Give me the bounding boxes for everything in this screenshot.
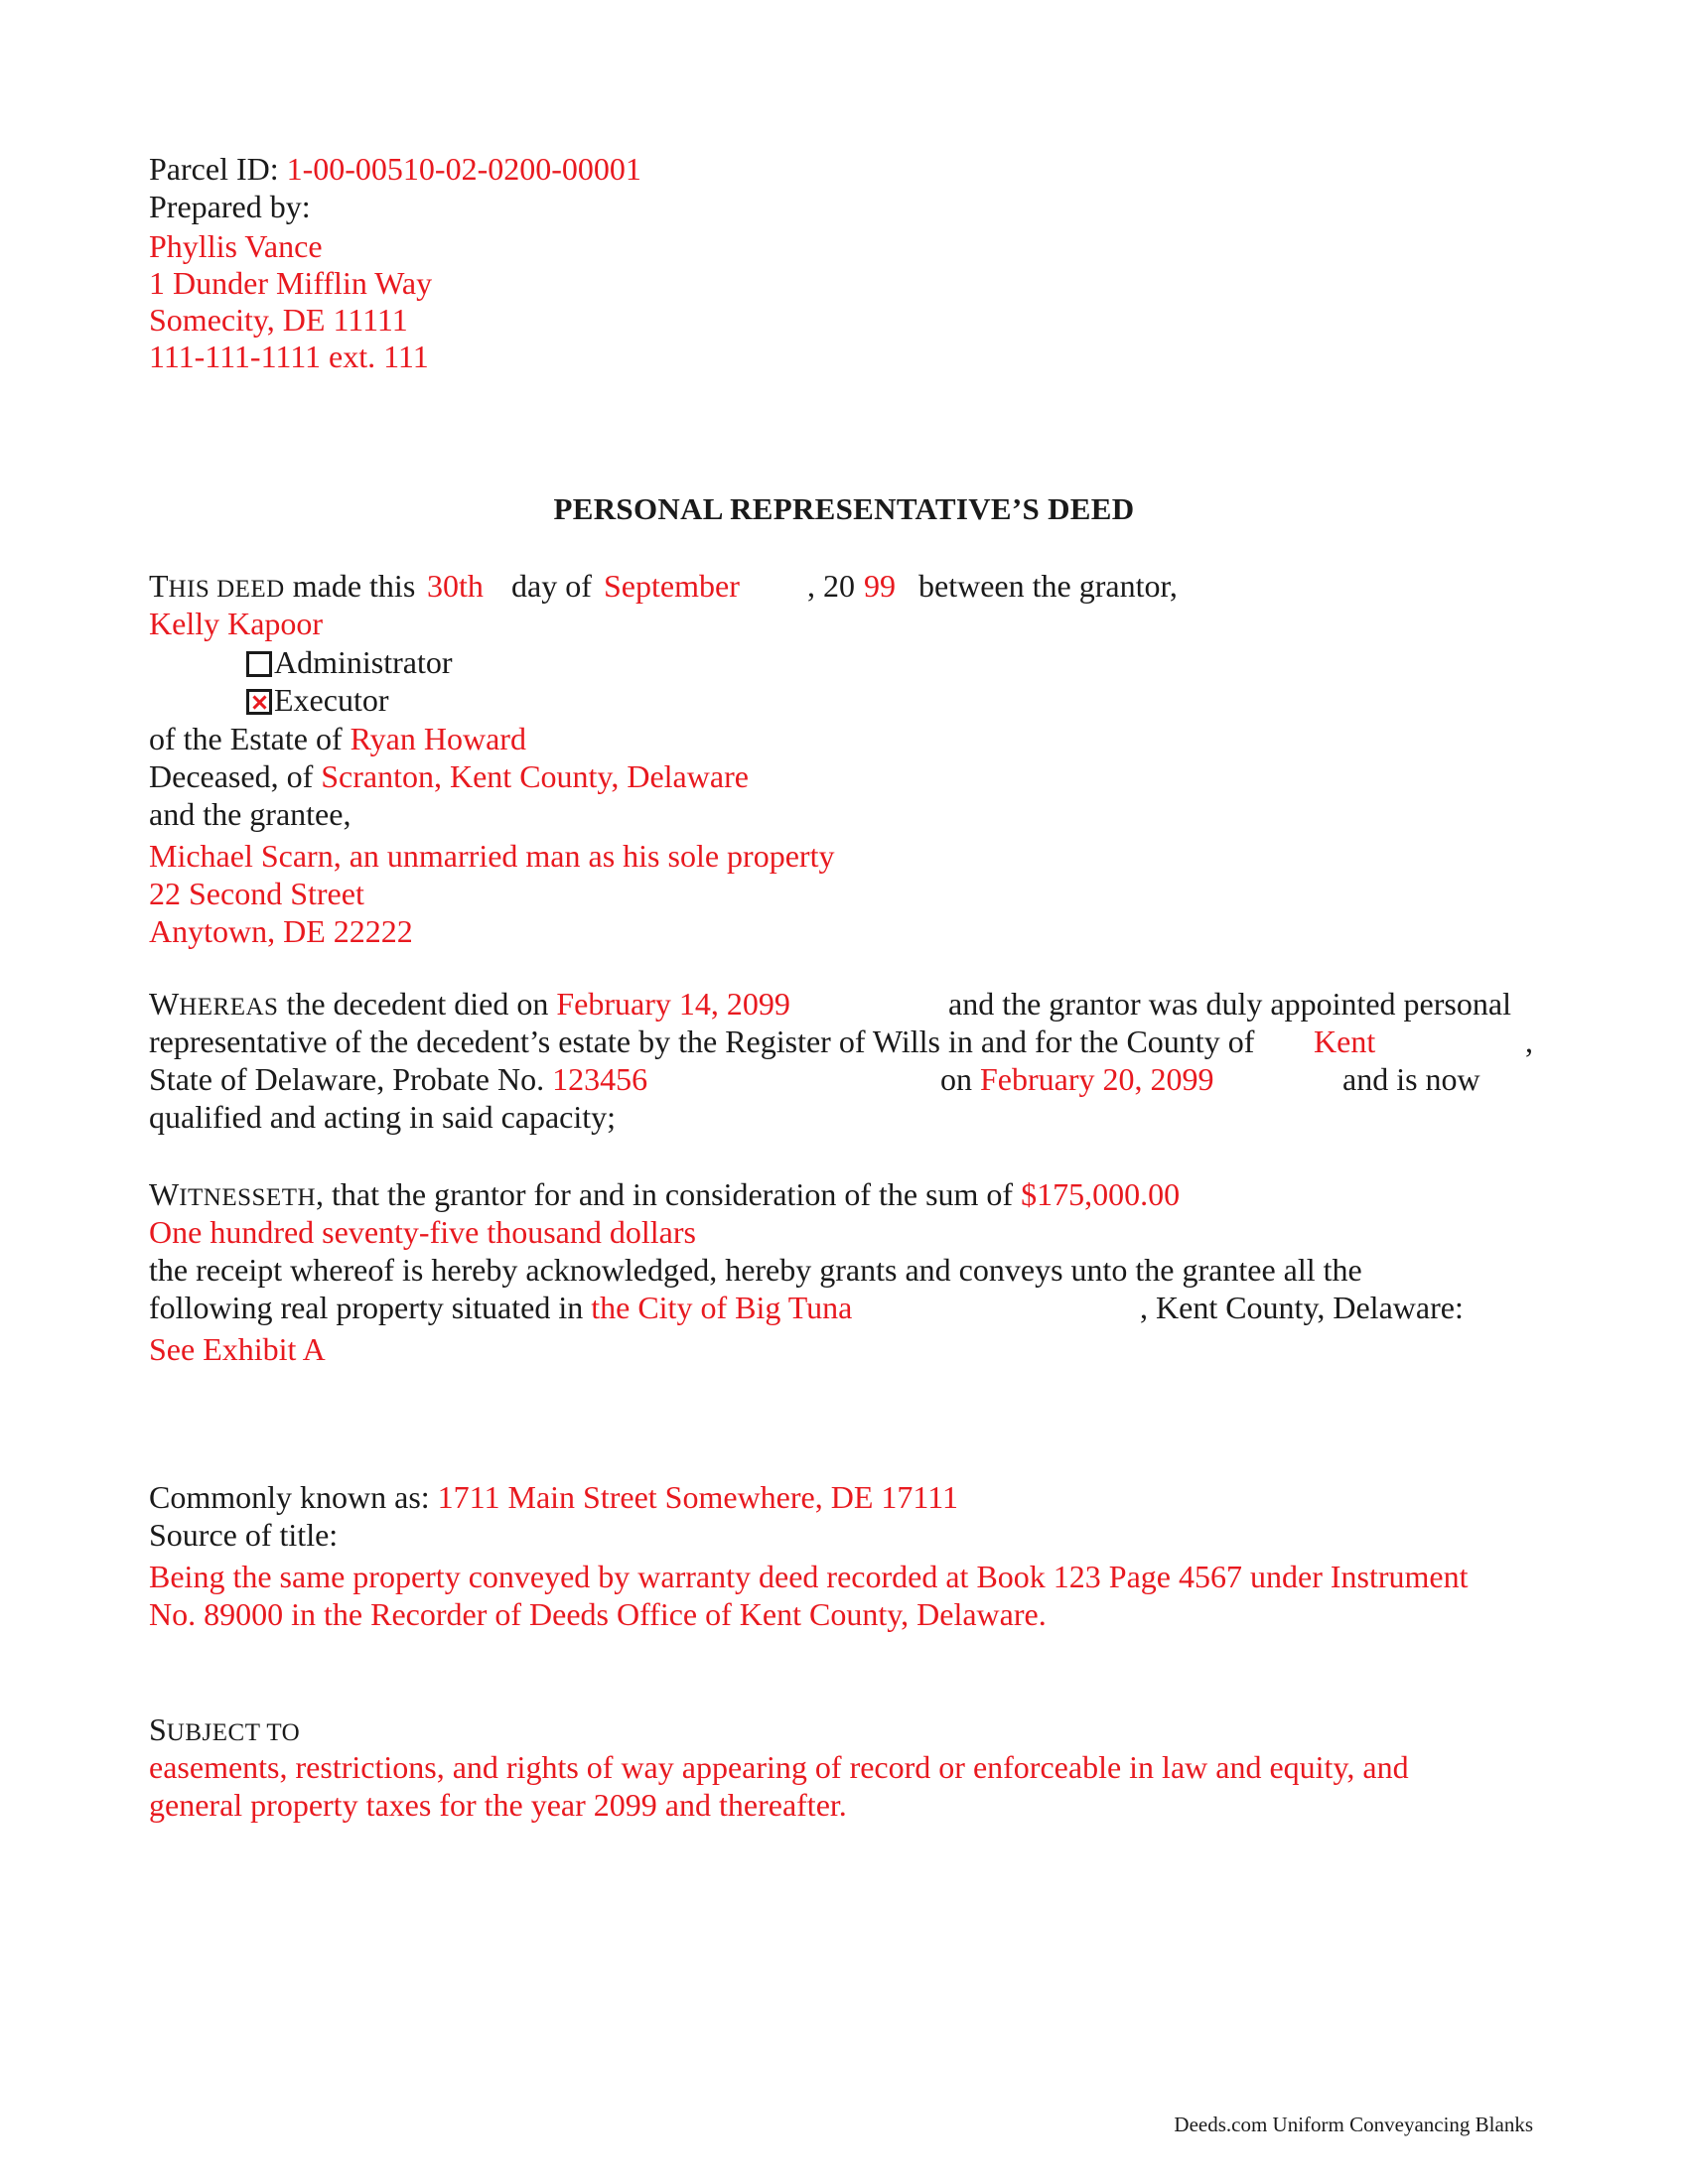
whereas-line1 xyxy=(149,985,790,1026)
estate-line xyxy=(149,720,526,757)
consideration-amount: $175,000.00 xyxy=(1021,1176,1181,1212)
made-this-label: made this xyxy=(292,568,416,604)
witnesseth-text: , that the grantor for and in consideration of the sum of xyxy=(316,1176,1014,1212)
parcel-id-line xyxy=(149,150,641,188)
between-label: between the grantor, xyxy=(918,568,1178,604)
decedent-location: Scranton, Kent County, Delaware xyxy=(321,758,749,794)
witnesseth-smallcaps: ITNESSETH xyxy=(179,1184,317,1211)
commonly-known-line xyxy=(149,1478,958,1516)
parcel-id-value: 1-00-00510-02-0200-00001 xyxy=(286,151,641,187)
day-of-label: day of xyxy=(511,568,592,604)
option-administrator xyxy=(246,643,453,681)
grantor-name: Kelly Kapoor xyxy=(149,606,324,641)
witnesseth-initial: W xyxy=(149,1176,180,1212)
whereas-initial: W xyxy=(149,986,180,1022)
whereas-line2: representative of the decedent’s estate by the Register of Wills in and for the County of xyxy=(149,1024,1255,1059)
administrator-label: Administrator xyxy=(274,644,453,680)
estate-label: of the Estate of xyxy=(149,721,343,756)
deed-month: September xyxy=(604,568,740,604)
amount-in-words: One hundred seventy-five thousand dollars xyxy=(149,1214,696,1250)
county-comma: , xyxy=(1525,1024,1533,1059)
situated-in-label: following real property situated in xyxy=(149,1290,584,1325)
preparer-address-line2: Somecity, DE 11111 xyxy=(149,302,408,338)
year-prefix: , 20 xyxy=(807,568,855,604)
and-is-now: and is now xyxy=(1342,1061,1480,1097)
whereas-smallcaps: HEREAS xyxy=(179,994,279,1021)
subject-to-heading xyxy=(149,1710,300,1752)
year-suffix: 99 xyxy=(864,568,896,604)
prepared-by-label: Prepared by: xyxy=(149,189,311,224)
whereas-line3 xyxy=(149,1060,647,1098)
preparer-address-line1: 1 Dunder Mifflin Way xyxy=(149,265,433,301)
this-deed-initial: T xyxy=(149,568,169,604)
witnesseth-line4 xyxy=(149,1289,852,1326)
death-date: February 14, 2099 xyxy=(556,986,790,1022)
parcel-id-label: Parcel ID: xyxy=(149,151,279,187)
on-label: on xyxy=(940,1061,972,1097)
option-executor xyxy=(246,681,389,719)
probate-label: State of Delaware, Probate No. xyxy=(149,1061,545,1097)
preparer-name: Phyllis Vance xyxy=(149,228,323,264)
deed-day: 30th xyxy=(427,568,484,604)
source-of-title-line1: Being the same property conveyed by warranty deed recorded at Book 123 Page 4567 under Instrument xyxy=(149,1559,1469,1594)
appointment-date: February 20, 2099 xyxy=(980,1061,1214,1097)
property-city: the City of Big Tuna xyxy=(591,1290,853,1325)
preparer-phone: 111-111-1111 ext. 111 xyxy=(149,339,429,374)
subject-to-line1: easements, restrictions, and rights of way appearing of record or enforceable in law and equity, and xyxy=(149,1749,1409,1785)
source-of-title-line2: No. 89000 in the Recorder of Deeds Office of Kent County, Delaware. xyxy=(149,1596,1047,1632)
commonly-known-label: Commonly known as: xyxy=(149,1479,430,1515)
document-title: PERSONAL REPRESENTATIVE’S DEED xyxy=(553,491,1135,526)
died-on-label: the decedent died on xyxy=(286,986,549,1022)
witnesseth-line1 xyxy=(149,1175,1180,1217)
property-address: 1711 Main Street Somewhere, DE 17111 xyxy=(437,1479,959,1515)
subject-to-smallcaps: UBJECT TO xyxy=(166,1719,301,1746)
grantee-label: and the grantee, xyxy=(149,796,352,832)
source-of-title-label: Source of title: xyxy=(149,1517,339,1553)
footer-brand: Deeds.com Uniform Conveyancing Blanks xyxy=(1174,2113,1533,2136)
subject-to-initial: S xyxy=(149,1711,167,1747)
exhibit-reference: See Exhibit A xyxy=(149,1331,326,1367)
grantee-address-line1: 22 Second Street xyxy=(149,876,364,911)
deceased-line xyxy=(149,757,749,795)
whereas-line4: qualified and acting in said capacity; xyxy=(149,1099,617,1135)
appointing-county: Kent xyxy=(1314,1024,1376,1059)
deceased-label: Deceased, of xyxy=(149,758,314,794)
executor-label: Executor xyxy=(274,682,389,718)
probate-number: 123456 xyxy=(552,1061,648,1097)
decedent-name: Ryan Howard xyxy=(350,721,526,756)
deed-opening-line xyxy=(149,567,415,609)
grantee-name: Michael Scarn, an unmarried man as his sole property xyxy=(149,838,835,874)
administrator-checkbox[interactable] xyxy=(246,651,272,677)
appointed-text: and the grantor was duly appointed personal xyxy=(948,986,1511,1022)
county-state-label: , Kent County, Delaware: xyxy=(1140,1290,1464,1325)
this-deed-smallcaps: HIS DEED xyxy=(168,576,285,603)
witnesseth-line3: the receipt whereof is hereby acknowledged, hereby grants and conveys unto the grantee all the xyxy=(149,1252,1362,1288)
grantee-address-line2: Anytown, DE 22222 xyxy=(149,913,413,949)
executor-checkbox[interactable] xyxy=(246,689,272,715)
subject-to-line2: general property taxes for the year 2099 and thereafter. xyxy=(149,1787,847,1823)
appointment-date-line xyxy=(940,1060,1214,1098)
